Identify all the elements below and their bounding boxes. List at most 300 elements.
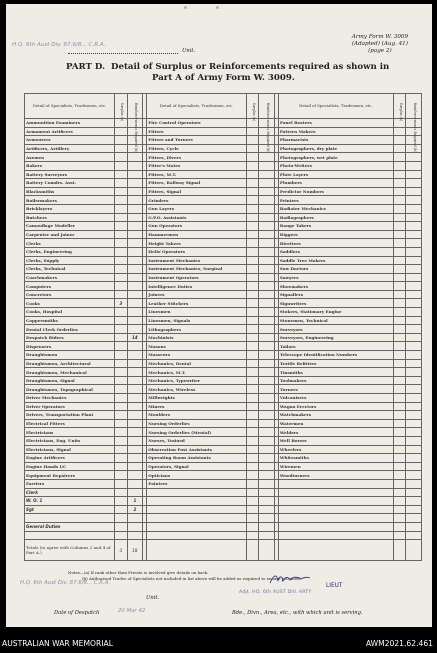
surplus-cell: [393, 136, 405, 145]
reinf-cell: [406, 351, 422, 360]
surplus-cell: [115, 144, 127, 153]
specialist-cell: Electricians, Signal: [25, 445, 115, 454]
reinf-cell: [127, 230, 143, 239]
reinf-cell: [259, 419, 275, 428]
specialist-cell: Rivetters: [278, 239, 393, 248]
reinf-cell: [127, 436, 143, 445]
reinf-cell: 1: [127, 497, 143, 506]
surplus-cell: [246, 282, 258, 291]
reinf-cell: [259, 368, 275, 377]
reinf-cell: [406, 213, 422, 222]
despatch-date: 20 Mar 42: [118, 608, 146, 614]
reinf-cell: [259, 351, 275, 360]
reinf-cell: [127, 282, 143, 291]
reinf-cell: [406, 411, 422, 420]
surplus-cell: [115, 488, 127, 497]
surplus-cell: [393, 170, 405, 179]
specialist-cell: Butchers: [25, 213, 115, 222]
surplus-cell: [393, 127, 405, 136]
reinf-cell: [406, 436, 422, 445]
specialist-cell: Driver Operators: [25, 402, 115, 411]
surplus-cell: [115, 333, 127, 342]
surplus-cell: [246, 497, 258, 506]
surplus-cell: [115, 179, 127, 188]
reinf-cell: [406, 454, 422, 463]
surplus-cell: [393, 333, 405, 342]
reinf-cell: [406, 222, 422, 231]
reinf-cell: [259, 342, 275, 351]
surplus-cell: [393, 479, 405, 488]
col-detail-header: Detail of Specialists, Tradesmen, etc.: [278, 94, 393, 119]
surplus-cell: [115, 153, 127, 162]
surplus-cell: [393, 187, 405, 196]
reinf-cell: [259, 308, 275, 317]
surplus-cell: [393, 316, 405, 325]
surplus-cell: [393, 222, 405, 231]
specialist-cell: Watermen: [278, 419, 393, 428]
reinf-cell: [127, 488, 143, 497]
specialist-cell: Height Takers: [147, 239, 247, 248]
surplus-cell: [246, 196, 258, 205]
reinf-cell: [127, 445, 143, 454]
surplus-cell: [246, 247, 258, 256]
surplus-cell: [246, 385, 258, 394]
surplus-cell: [115, 196, 127, 205]
specialist-cell: Ammunition Examiners: [25, 119, 115, 128]
reinf-cell: [406, 153, 422, 162]
table-row: [25, 282, 422, 291]
reinf-cell: [127, 290, 143, 299]
col-reinf-header: Reinforce-ments Required (b): [127, 94, 143, 119]
specialist-cell: Moulders: [147, 411, 247, 420]
specialist-cell: Fitter's Mates: [147, 161, 247, 170]
reinf-cell: [406, 273, 422, 282]
reinf-cell: [127, 196, 143, 205]
reinf-cell: [127, 359, 143, 368]
specialist-cell: Hammermen: [147, 230, 247, 239]
surplus-cell: [246, 325, 258, 334]
reinf-cell: [259, 265, 275, 274]
surplus-cell: [115, 316, 127, 325]
col-reinf-header: Reinforce-ments Required (b): [406, 94, 422, 119]
specialist-cell: Stonemen, Technical: [278, 316, 393, 325]
specialist-cell: Nursing Orderlies (Mental): [147, 428, 247, 437]
table-row: [25, 368, 422, 377]
specialist-cell: Surveyors: [278, 325, 393, 334]
reinf-cell: [259, 325, 275, 334]
part-label: PART D.: [66, 62, 106, 72]
specialist-cell: Instrument Mechanics, Surgical: [147, 265, 247, 274]
table-row: [25, 316, 422, 325]
reinf-cell: [127, 153, 143, 162]
table-row: [25, 445, 422, 454]
surplus-cell: [115, 161, 127, 170]
specialist-cell: [278, 514, 393, 523]
specialist-cell: Masseurs: [147, 351, 247, 360]
specialist-cell: Riggers: [278, 230, 393, 239]
reinf-cell: [259, 179, 275, 188]
surplus-cell: [246, 368, 258, 377]
reinf-cell: [127, 428, 143, 437]
reinf-cell: [259, 239, 275, 248]
reinf-cell: [127, 222, 143, 231]
credit-right: AWM2021.62.461: [365, 639, 433, 648]
surplus-cell: [115, 351, 127, 360]
surplus-cell: [246, 333, 258, 342]
reinf-cell: [127, 479, 143, 488]
bde-label: Bde., Divn., Area, etc., with which unit is serving.: [232, 610, 363, 616]
specialist-cell: [278, 497, 393, 506]
reinf-cell: [406, 514, 422, 523]
specialist-cell: Draughtsmen, Architectural: [25, 359, 115, 368]
reinf-cell: [259, 187, 275, 196]
specialist-cell: Gun Layers: [147, 204, 247, 213]
surplus-cell: [393, 505, 405, 514]
table-row: [25, 153, 422, 162]
surplus-cell: [393, 471, 405, 480]
surplus-cell: [115, 136, 127, 145]
reinf-cell: [406, 497, 422, 506]
surplus-cell: [115, 342, 127, 351]
surplus-cell: [246, 308, 258, 317]
surplus-cell: [246, 471, 258, 480]
specialist-cell: Tailors: [278, 342, 393, 351]
table-row: [25, 119, 422, 128]
table-row: [25, 488, 422, 497]
reinf-cell: [406, 230, 422, 239]
specialist-cell: Saw Doctors: [278, 265, 393, 274]
specialist-cell: Whitesmiths: [278, 454, 393, 463]
specialist-cell: Operating Room Assistants: [147, 454, 247, 463]
table-row: [25, 497, 422, 506]
surplus-cell: [115, 204, 127, 213]
totals-empty: [406, 540, 422, 561]
specialist-cell: Shoemakers: [278, 282, 393, 291]
totals-surplus: 3: [115, 540, 127, 561]
specialist-cell: Blacksmiths: [25, 187, 115, 196]
specialist-cell: Mechanics, Wireless: [147, 385, 247, 394]
col-surplus-header: Surplus (a): [393, 94, 405, 119]
table-row: [25, 351, 422, 360]
totals-empty: [246, 540, 258, 561]
form-ref-line2: (Adapted) (Aug. 41): [351, 41, 408, 47]
surplus-cell: [115, 187, 127, 196]
surplus-cell: [246, 419, 258, 428]
specialist-cell: Fire Control Operators: [147, 119, 247, 128]
specialist-cell: Despatch Riders: [25, 333, 115, 342]
reinf-cell: [259, 359, 275, 368]
specialist-cell: Millwrights: [147, 394, 247, 403]
specialist-cell: Stokers, Stationary Engine: [278, 308, 393, 317]
specialist-cell: Nurses, Trained: [147, 436, 247, 445]
surplus-cell: [393, 488, 405, 497]
specialist-cell: Wiremen: [278, 462, 393, 471]
reinf-cell: [259, 471, 275, 480]
surplus-cell: [393, 368, 405, 377]
reinf-cell: [259, 153, 275, 162]
surplus-cell: [393, 522, 405, 531]
note-b: (b) Authorised Trades of Specialists not included in list above will be added as required to ensure provided.: [82, 575, 301, 581]
surplus-cell: [115, 522, 127, 531]
surplus-cell: [393, 428, 405, 437]
table-row: [25, 136, 422, 145]
surplus-cell: [115, 273, 127, 282]
specialist-cell: [147, 514, 247, 523]
surplus-cell: [246, 290, 258, 299]
specialist-cell: Wheelers: [278, 445, 393, 454]
specialist-cell: Axemen: [25, 153, 115, 162]
reinf-cell: [406, 368, 422, 377]
specialist-cell: Clerk: [25, 488, 115, 497]
reinf-cell: [127, 342, 143, 351]
surplus-cell: [246, 273, 258, 282]
specialist-cell: [147, 531, 247, 540]
reinf-cell: [127, 256, 143, 265]
note-a: Notes—(a) If rank other than Private is involved give details on back.: [68, 570, 209, 575]
surplus-cell: [115, 411, 127, 420]
reinf-cell: [406, 161, 422, 170]
surplus-cell: [246, 127, 258, 136]
specialist-cell: Linesmen, Signals: [147, 316, 247, 325]
table-row: [25, 514, 422, 523]
totals-empty: [259, 540, 275, 561]
reinf-cell: [259, 256, 275, 265]
specialist-cell: Masons: [147, 342, 247, 351]
unit-rule: [68, 53, 178, 54]
reinf-cell: 14: [127, 333, 143, 342]
specialist-cell: Predictor Numbers: [278, 187, 393, 196]
form-ref-line1: Army Form W. 3009: [351, 34, 408, 40]
specialist-cell: Computers: [25, 282, 115, 291]
reinf-cell: [259, 170, 275, 179]
specialist-cell: Dental Clerk Orderlies: [25, 325, 115, 334]
specialist-cell: Engine Artificers: [25, 454, 115, 463]
surplus-cell: [115, 376, 127, 385]
specialist-cell: [25, 514, 115, 523]
surplus-cell: [393, 385, 405, 394]
reinf-cell: [259, 333, 275, 342]
table-row: [25, 144, 422, 153]
surplus-cell: [246, 488, 258, 497]
reinf-cell: [127, 187, 143, 196]
specialist-cell: Cooks, Hospital: [25, 308, 115, 317]
reinf-cell: [127, 265, 143, 274]
table-row: [25, 376, 422, 385]
specialist-cell: Fitters, Signal: [147, 187, 247, 196]
specialist-cell: Observation Post Assistants: [147, 445, 247, 454]
specialist-cell: Clerks, Technical: [25, 265, 115, 274]
specialist-cell: W. O. 1: [25, 497, 115, 506]
reinf-cell: [259, 462, 275, 471]
specialist-cell: [278, 505, 393, 514]
surplus-cell: [115, 290, 127, 299]
surplus-cell: [115, 230, 127, 239]
reinf-cell: [127, 385, 143, 394]
form-reference: [352, 34, 408, 55]
specialist-cell: Armourers: [25, 136, 115, 145]
surplus-cell: [246, 179, 258, 188]
surplus-cell: [115, 505, 127, 514]
table-row: [25, 222, 422, 231]
reinf-cell: [259, 505, 275, 514]
reinf-cell: [406, 290, 422, 299]
footer-unit-label: Unit.: [146, 595, 160, 601]
specialist-cell: Mechanics, Dental: [147, 359, 247, 368]
surplus-cell: [115, 127, 127, 136]
specialist-cell: Grinders: [147, 196, 247, 205]
surplus-cell: [115, 436, 127, 445]
reinf-cell: [259, 222, 275, 231]
surplus-cell: [393, 213, 405, 222]
surplus-cell: [393, 265, 405, 274]
surplus-cell: [246, 505, 258, 514]
specialist-cell: Tinsmiths: [278, 368, 393, 377]
specialist-cell: Telescope Identification Numbers: [278, 351, 393, 360]
reinf-cell: [127, 454, 143, 463]
specialist-cell: Battery Surveyors: [25, 170, 115, 179]
specialist-cell: Radiographers: [278, 213, 393, 222]
reinf-cell: [406, 462, 422, 471]
specialist-cell: Equipment Repairers: [25, 471, 115, 480]
specialist-cell: Instrument Mechanics: [147, 256, 247, 265]
table-row: [25, 325, 422, 334]
surplus-cell: [246, 359, 258, 368]
surplus-cell: [393, 247, 405, 256]
specialist-cell: Mechanics, Typewriter: [147, 376, 247, 385]
col-reinf-header: Reinforce-ments Required (b): [259, 94, 275, 119]
table-row: [25, 454, 422, 463]
surplus-cell: [246, 522, 258, 531]
rank-lieut: LIEUT: [326, 583, 343, 589]
specialist-cell: Farriers: [25, 479, 115, 488]
reinf-cell: [127, 351, 143, 360]
specialist-cell: Electricians, Eng. Units: [25, 436, 115, 445]
reinf-cell: [127, 308, 143, 317]
reinf-cell: [127, 213, 143, 222]
surplus-cell: [393, 153, 405, 162]
specialist-cell: Leather Stitchers: [147, 299, 247, 308]
col-detail-header: Detail of Specialists, Tradesmen, etc.: [25, 94, 115, 119]
specialist-cell: Turners: [278, 385, 393, 394]
surplus-cell: [393, 256, 405, 265]
specialist-cell: Instrument Operators: [147, 273, 247, 282]
table-row: [25, 187, 422, 196]
specialist-cell: Concretors: [25, 290, 115, 299]
surplus-cell: [115, 462, 127, 471]
specialist-cell: General Duties: [25, 522, 115, 531]
surplus-cell: [115, 247, 127, 256]
specialist-cell: Watchmakers: [278, 411, 393, 420]
surplus-cell: [246, 394, 258, 403]
specialist-cell: Electrical Fitters: [25, 419, 115, 428]
table-row: [25, 127, 422, 136]
totals-empty: [278, 540, 393, 561]
reinf-cell: [127, 522, 143, 531]
surplus-cell: [393, 436, 405, 445]
reinf-cell: [259, 161, 275, 170]
reinf-cell: [259, 204, 275, 213]
reinf-cell: [127, 419, 143, 428]
reinf-cell: [259, 376, 275, 385]
surplus-cell: [393, 359, 405, 368]
specialist-cell: Painters: [147, 479, 247, 488]
reinf-cell: [406, 196, 422, 205]
reinf-cell: [406, 247, 422, 256]
surplus-cell: [246, 454, 258, 463]
specialist-cell: Sawyers: [278, 273, 393, 282]
reinf-cell: [259, 479, 275, 488]
reinf-cell: [127, 247, 143, 256]
surplus-cell: [246, 265, 258, 274]
surplus-cell: [115, 402, 127, 411]
surplus-cell: [115, 239, 127, 248]
reinf-cell: [259, 497, 275, 506]
reinf-cell: 2: [127, 505, 143, 514]
surplus-cell: [393, 351, 405, 360]
reinf-cell: [127, 273, 143, 282]
surplus-cell: [115, 394, 127, 403]
specialist-cell: Sgt: [25, 505, 115, 514]
table-row: [25, 505, 422, 514]
specialist-cell: Draughtsmen, Signal: [25, 376, 115, 385]
reinf-cell: [406, 402, 422, 411]
reinf-cell: [259, 436, 275, 445]
table-row: [25, 385, 422, 394]
table-row: [25, 428, 422, 437]
specialist-cell: Plate Layers: [278, 170, 393, 179]
table-row: [25, 170, 422, 179]
reinf-cell: [406, 445, 422, 454]
reinf-cell: [406, 179, 422, 188]
surplus-cell: [246, 376, 258, 385]
reinf-cell: [127, 239, 143, 248]
surplus-cell: [393, 531, 405, 540]
table-row: [25, 230, 422, 239]
table-row: [25, 308, 422, 317]
reinf-cell: [127, 411, 143, 420]
table-row: [25, 522, 422, 531]
specialist-cell: Dispensers: [25, 342, 115, 351]
surplus-cell: [393, 325, 405, 334]
surplus-cell: [246, 402, 258, 411]
table-row: [25, 411, 422, 420]
specialist-cell: Welders: [278, 428, 393, 437]
punch-hole: [184, 6, 187, 9]
reinf-cell: [259, 454, 275, 463]
reinf-cell: [259, 428, 275, 437]
table-row: [25, 273, 422, 282]
surplus-cell: [393, 239, 405, 248]
reinf-cell: [259, 290, 275, 299]
specialist-cell: Fitters, M.T.: [147, 170, 247, 179]
reinf-cell: [406, 522, 422, 531]
totals-label: Totals (to agree with Columns 2 and 4 of Part A.): [25, 540, 115, 561]
reinf-cell: [127, 204, 143, 213]
reinf-cell: [406, 325, 422, 334]
specialist-cell: Saddle Tree Makers: [278, 256, 393, 265]
reinf-cell: [127, 471, 143, 480]
surplus-cell: [246, 342, 258, 351]
surplus-cell: [246, 204, 258, 213]
specialist-cell: Camouflage Modeller: [25, 222, 115, 231]
table-row: [25, 299, 422, 308]
table-row: [25, 256, 422, 265]
surplus-cell: [393, 299, 405, 308]
reinf-cell: [406, 239, 422, 248]
reinf-cell: [127, 161, 143, 170]
surplus-cell: [246, 187, 258, 196]
reinf-cell: [406, 428, 422, 437]
